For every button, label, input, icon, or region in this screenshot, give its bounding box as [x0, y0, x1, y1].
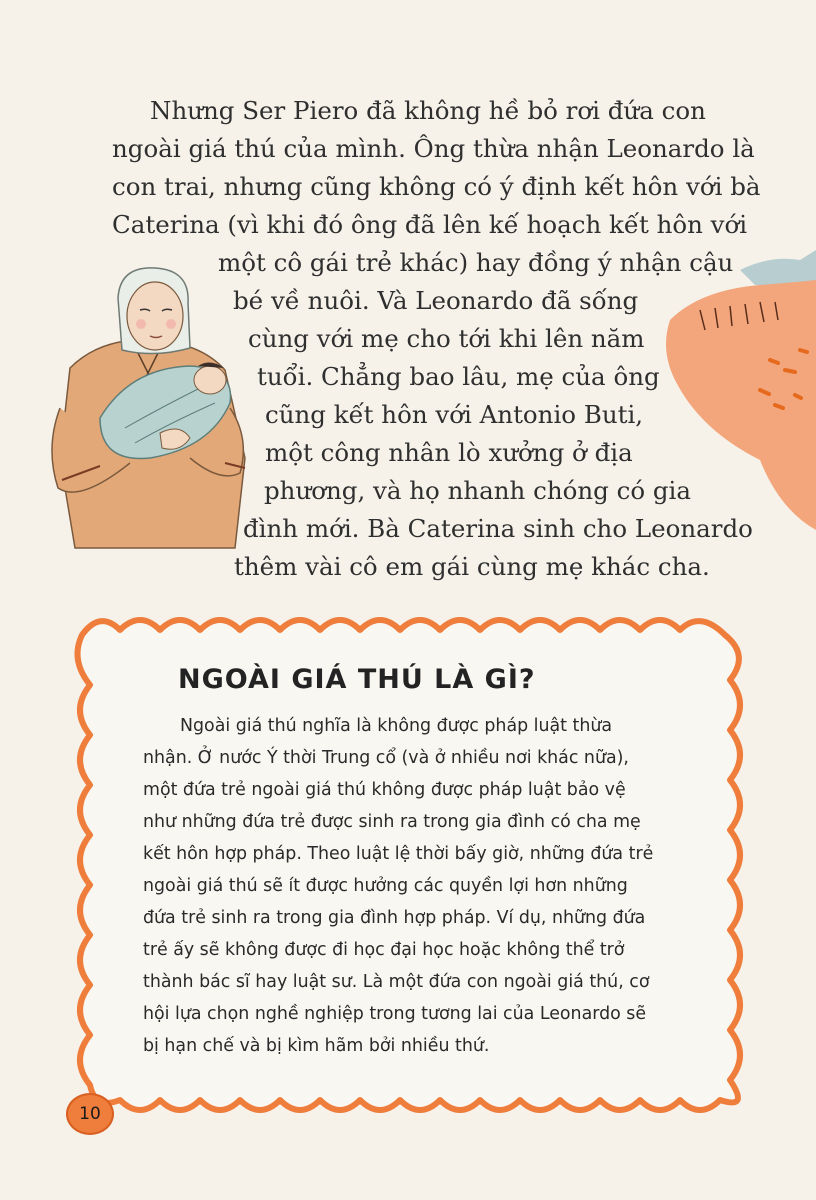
info-box-line: một đứa trẻ ngoài giá thú không được pháp luật bảo vệ: [143, 780, 626, 800]
story-line: cùng với mẹ cho tới khi lên năm: [248, 324, 645, 353]
info-box-line: đứa trẻ sinh ra trong gia đình hợp pháp. Ví dụ, những đứa: [143, 908, 646, 928]
info-box-title: NGOÀI GIÁ THÚ LÀ GÌ?: [178, 664, 536, 695]
story-line: phương, và họ nhanh chóng có gia: [264, 476, 691, 505]
info-box-line: bị hạn chế và bị kìm hãm bởi nhiều thứ.: [143, 1036, 490, 1056]
info-box-line: Ngoài giá thú nghĩa là không được pháp luật thừa: [180, 716, 613, 736]
page-number: 10: [66, 1093, 114, 1135]
story-line: Caterina (vì khi đó ông đã lên kế hoạch kết hôn với: [112, 210, 748, 239]
orange-decoration-illustration: [660, 230, 816, 530]
story-line: ngoài giá thú của mình. Ông thừa nhận Leonardo là: [112, 134, 755, 163]
info-box-line: kết hôn hợp pháp. Theo luật lệ thời bấy giờ, những đứa trẻ: [143, 844, 654, 864]
info-box-line: thành bác sĩ hay luật sư. Là một đứa con ngoài giá thú, cơ: [143, 972, 650, 992]
story-line: một công nhân lò xưởng ở địa: [265, 438, 633, 467]
story-line: đình mới. Bà Caterina sinh cho Leonardo: [243, 514, 753, 543]
info-box-line: như những đứa trẻ được sinh ra trong gia đình có cha mẹ: [143, 812, 641, 832]
story-line: Nhưng Ser Piero đã không hề bỏ rơi đứa con: [150, 96, 706, 125]
story-line: một cô gái trẻ khác) hay đồng ý nhận cậu: [218, 248, 734, 277]
info-box-line: hội lựa chọn nghề nghiệp trong tương lai của Leonardo sẽ: [143, 1004, 647, 1024]
story-line: thêm vài cô em gái cùng mẹ khác cha.: [234, 552, 710, 581]
story-line: con trai, nhưng cũng không có ý định kết hôn với bà: [112, 172, 761, 201]
info-box-line: ngoài giá thú sẽ ít được hưởng các quyền lợi hơn những: [143, 876, 628, 896]
story-line: bé về nuôi. Và Leonardo đã sống: [233, 286, 639, 315]
story-line: tuổi. Chẳng bao lâu, mẹ của ông: [257, 362, 660, 391]
story-line: cũng kết hôn với Antonio Buti,: [265, 400, 644, 429]
info-box-line: trẻ ấy sẽ không được đi học đại học hoặc không thể trở: [143, 940, 625, 960]
info-box-line: nhận. Ở nước Ý thời Trung cổ (và ở nhiều nơi khác nữa),: [143, 748, 629, 768]
mother-baby-illustration: [40, 258, 260, 558]
